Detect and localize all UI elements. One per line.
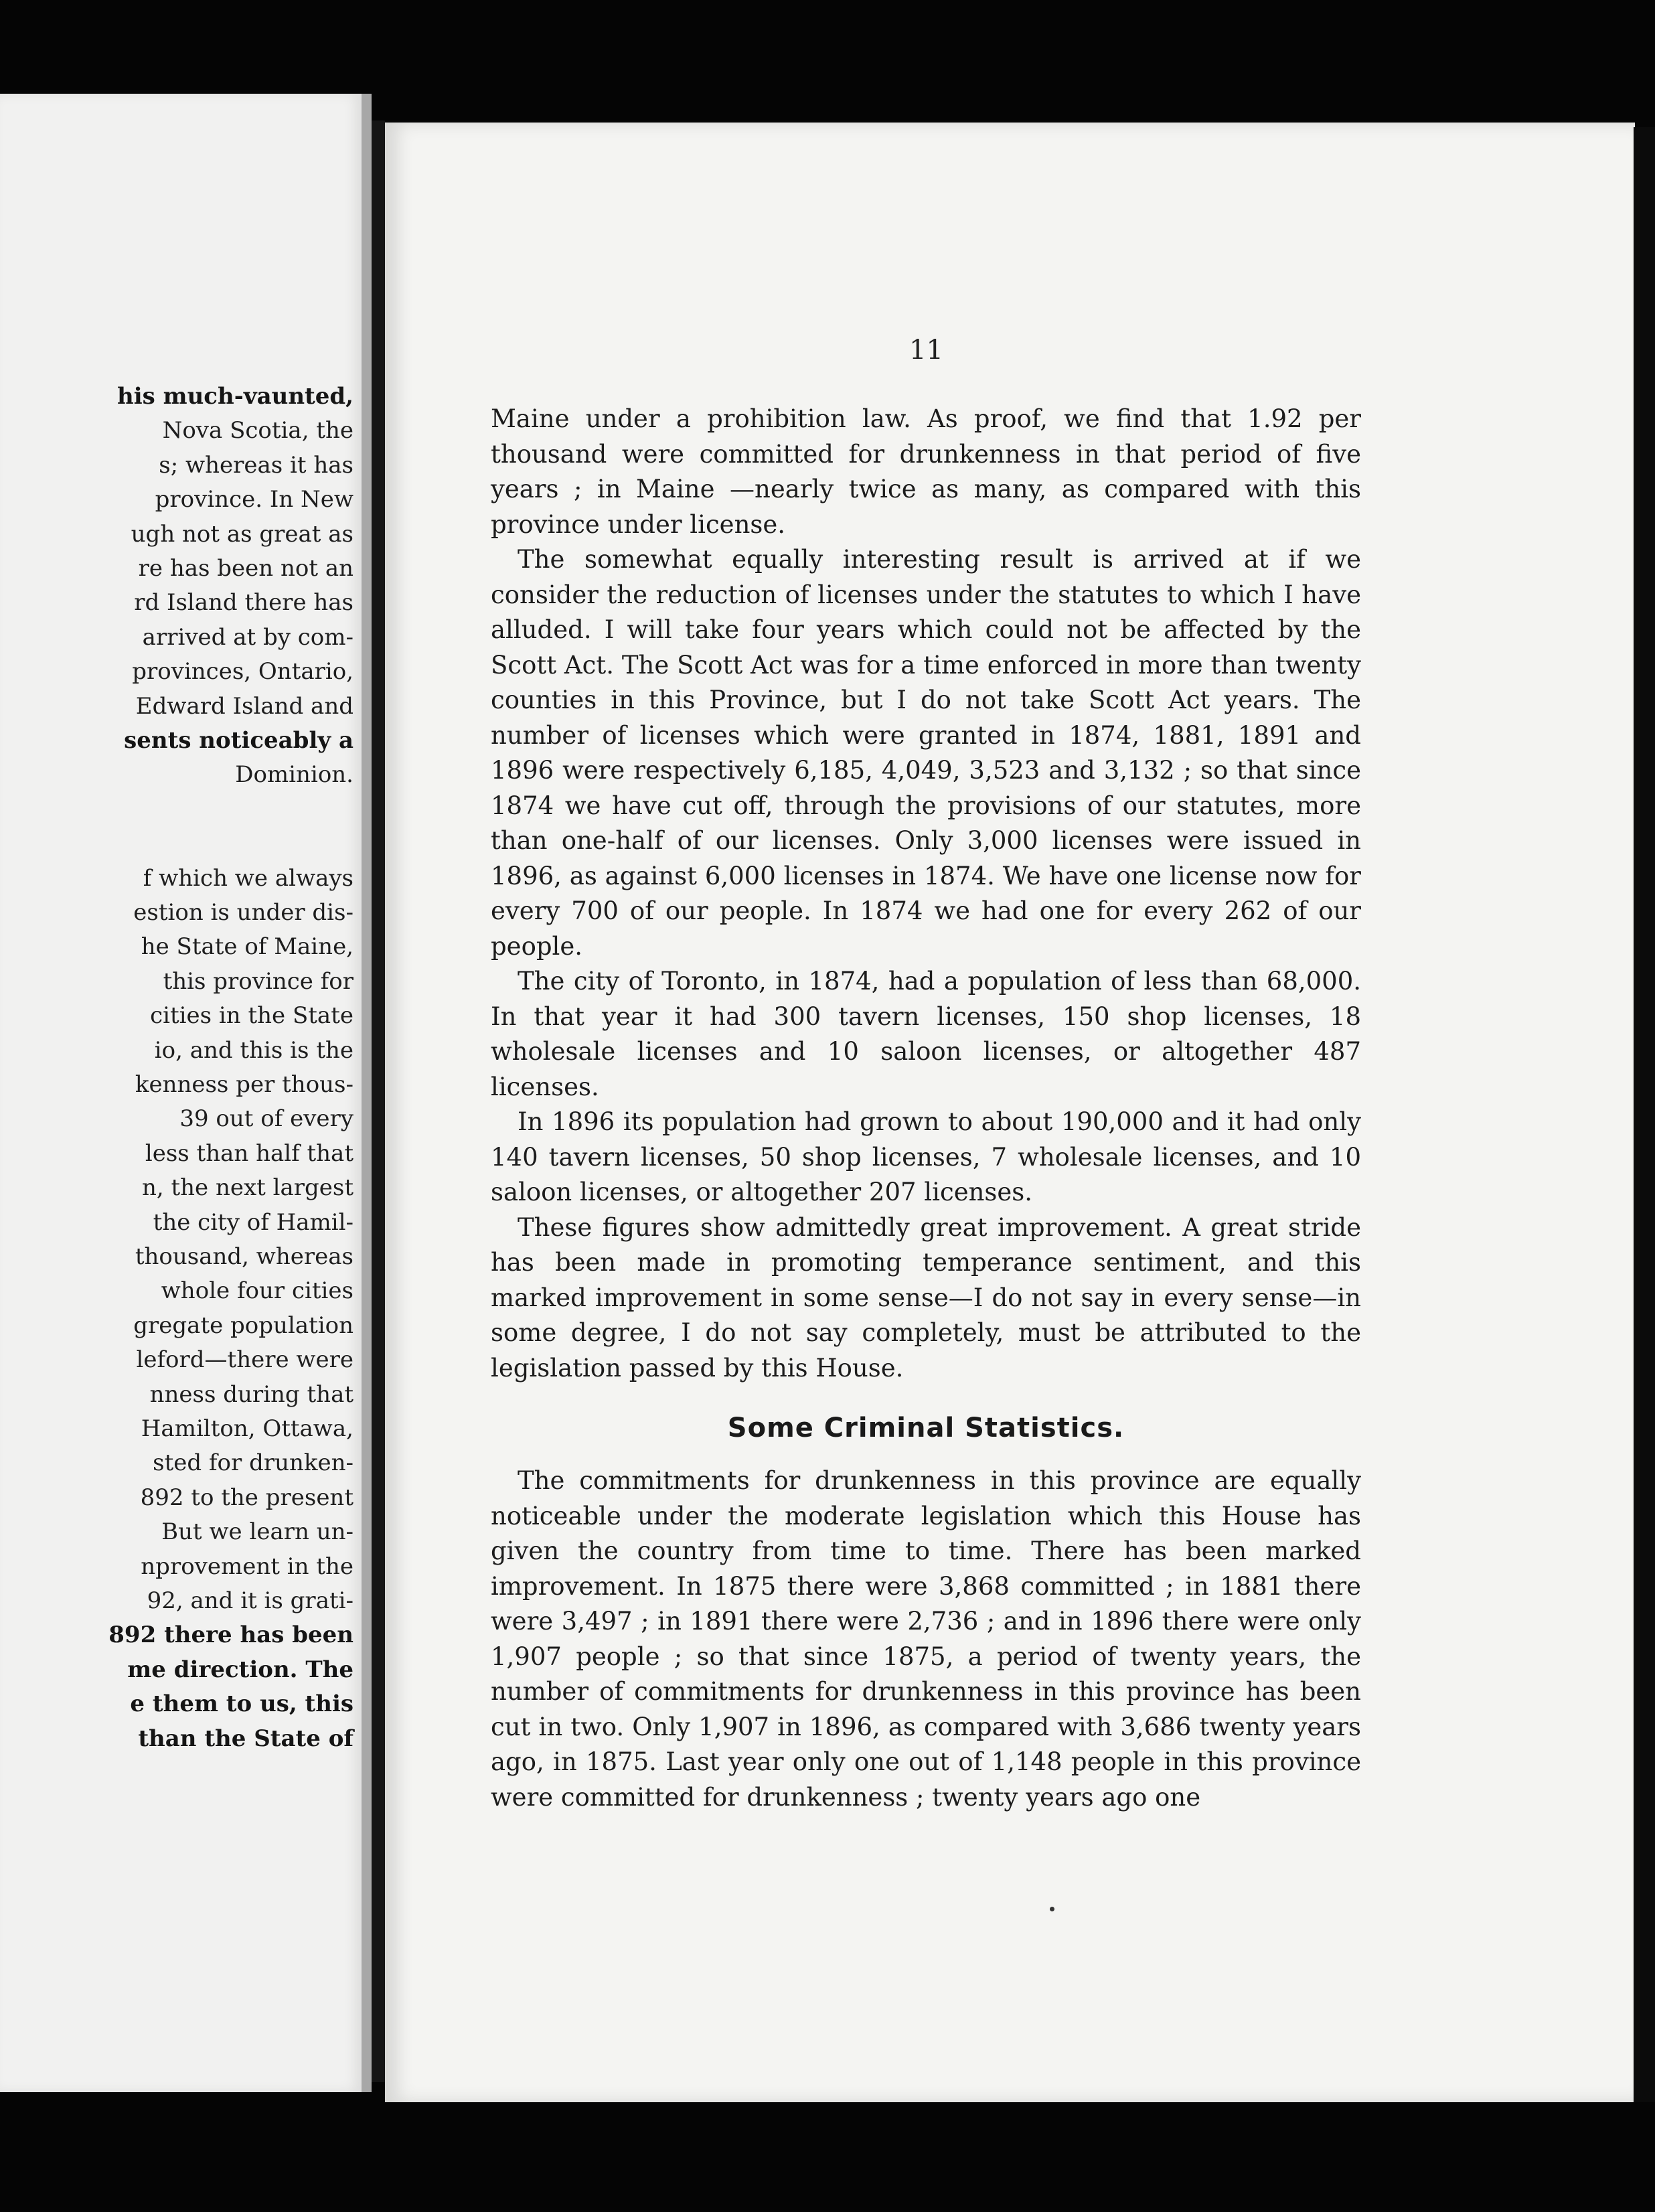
left-page-line: Edward Island and bbox=[135, 692, 353, 720]
left-page-line: gregate population bbox=[133, 1312, 353, 1339]
right-page-text bbox=[491, 402, 1361, 1815]
left-page-line: sents noticeably a bbox=[124, 727, 353, 754]
left-page-line: Hamilton, Ottawa, bbox=[141, 1415, 353, 1442]
left-page-line: province. In New bbox=[155, 486, 353, 514]
left-page-line: provinces, Ontario, bbox=[132, 658, 353, 686]
left-page-line: leford—there were bbox=[136, 1346, 353, 1374]
left-page-line: thousand, whereas bbox=[135, 1243, 353, 1270]
left-page-line: Dominion. bbox=[235, 761, 353, 789]
left-page-line: Nova Scotia, the bbox=[162, 417, 353, 445]
ink-speck bbox=[1050, 1907, 1054, 1911]
left-page-line: this province for bbox=[163, 967, 353, 995]
left-page-line: me direction. The bbox=[127, 1656, 353, 1683]
left-page-line: But we learn un- bbox=[161, 1518, 353, 1546]
left-page-line: e them to us, this bbox=[130, 1690, 353, 1718]
book-gutter bbox=[362, 94, 372, 2092]
left-page-line: 892 there has been bbox=[108, 1622, 353, 1649]
paragraph-toronto-1874: The city of Toronto, in 1874, had a population of less than 68,000. In that year it had 300 tavern licenses, 150 shop licenses, 18 wholesale licenses and 10 saloon licenses, or altogether 487 licenses. bbox=[491, 967, 1361, 1101]
left-page-line: 92, and it is grati- bbox=[147, 1587, 353, 1614]
left-page-line: he State of Maine, bbox=[141, 933, 353, 961]
left-page-line: less than half that bbox=[145, 1139, 353, 1167]
paragraph-improvement: These figures show admittedly great improvement. A great stride has been made in promoting temperance sentiment, and this marked improvement in some sense—I do not say in every sense—in some degree, I do not say completely, must be attributed to the legislation passed by this House. bbox=[491, 1212, 1361, 1382]
left-page-line: sted for drunken- bbox=[153, 1449, 353, 1477]
left-page-line: re has been not an bbox=[138, 555, 353, 582]
left-page-line: estion is under dis- bbox=[133, 899, 353, 926]
left-page-line: rd Island there has bbox=[134, 589, 353, 617]
section-heading: Some Criminal Statistics. bbox=[727, 1413, 1125, 1443]
left-page-line: whole four cities bbox=[161, 1277, 353, 1305]
paragraph-licenses: The somewhat equally interesting result is arrived at if we consider the reduction of licenses under the statutes to which I have alluded. I will take four years which could not be affected by the Scott Act. The Scott Act was for a time enforced in more than twenty counties in this Province, but I do not take Scott Act years. The number of licenses which were granted in 1874, 1881, 1891 and 1896 were respectively 6,185, 4,049, 3,523 and 3,132 ; so that since 1874 we have cut off, through the provisions of our statutes, more than one-half of our licenses. Only 3,000 licenses were issued in 1896, as against 6,000 licenses in 1874. We have one license now for every 700 of our people. In 1874 we had one for every 262 of our people. bbox=[491, 545, 1361, 961]
left-page-line: arrived at by com- bbox=[142, 623, 353, 651]
left-page-line: ugh not as great as bbox=[131, 520, 353, 548]
left-page-line: cities in the State bbox=[150, 1002, 353, 1030]
binding-spine bbox=[372, 121, 385, 2082]
left-page-line: nness during that bbox=[149, 1380, 353, 1408]
left-page-line: n, the next largest bbox=[141, 1174, 353, 1202]
left-page-line: s; whereas it has bbox=[159, 451, 353, 479]
left-page-line: nprovement in the bbox=[141, 1553, 353, 1580]
left-page-line: 892 to the present bbox=[140, 1484, 353, 1511]
left-page-line: io, and this is the bbox=[154, 1036, 353, 1064]
left-page-line: than the State of bbox=[138, 1725, 353, 1752]
scan-border bbox=[1634, 127, 1655, 2102]
left-page-line: f which we always bbox=[143, 864, 353, 892]
page-number: 11 bbox=[909, 335, 943, 366]
left-page-line: his much-vaunted, bbox=[116, 383, 353, 410]
paragraph-continued: Maine under a prohibition law. As proof, we find that 1.92 per thousand were committed for drunkenness in that period of five years ; in Maine —nearly twice as many, as compared with this province under license. bbox=[491, 404, 1361, 539]
left-page-line: kenness per thous- bbox=[135, 1071, 353, 1098]
left-page bbox=[0, 94, 362, 2092]
paragraph-commitments: The commitments for drunkenness in this province are equally noticeable under the moderate legislation which this House has given the country from time to time. There has been marked improvement. In 1875 there were 3,868 committed ; in 1881 there were 3,497 ; in 1891 there were 2,736 ; and in 1896 there were only 1,907 people ; so that since 1875, a period of twenty years, the number of commitments for drunkenness in this province has been cut in two. Only 1,907 in 1896, as compared with 3,686 twenty years ago, in 1875. Last year only one out of 1,148 people in this province were committed for drunkenness ; twenty years ago one bbox=[491, 1466, 1361, 1812]
left-page-line: 39 out of every bbox=[179, 1105, 353, 1133]
paragraph-toronto-1896: In 1896 its population had grown to about 190,000 and it had only 140 tavern licenses, 50 shop licenses, 7 wholesale licenses, and 10 saloon licenses, or altogether 207 licenses. bbox=[491, 1107, 1361, 1206]
left-page-line: the city of Hamil- bbox=[153, 1208, 353, 1236]
